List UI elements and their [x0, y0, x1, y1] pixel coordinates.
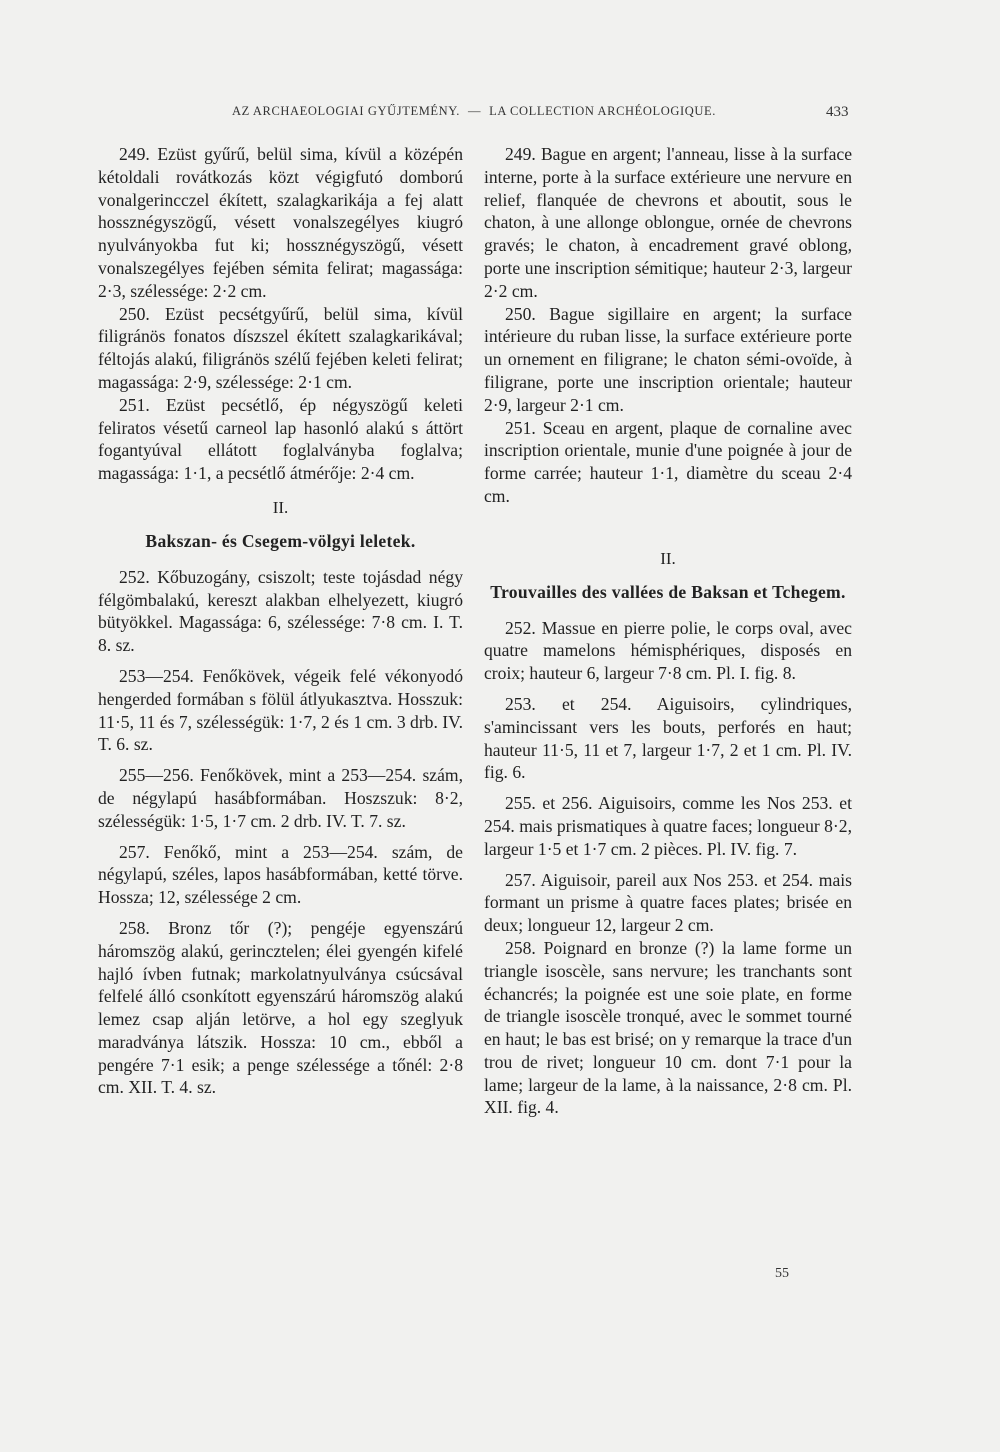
section-number-fr: II. — [660, 548, 676, 568]
header-hungarian-title: AZ ARCHAEOLOGIAI GYŰJTEMÉNY. — [232, 104, 461, 118]
entry-250-hu: 250. Ezüst pecsétgyűrű, belül sima, kívül filigránös fonatos díszszel ékített szalagkarikával; féltojás alakú, filigránös szélű fejében keleti felirat; magassága: 2·9, szélessége: 2·1 cm. — [98, 303, 463, 392]
entry-258-fr: 258. Poignard en bronze (?) la lame forme un triangle isoscèle, sans nervure; les tranchants sont échancrés; la poignée est une soie plate, en forme de triangle isoscèle tronqué, avec le sommet tourné en haut; le bas est brisé; on y remarque la trace d'un trou de rivet; longueur 10 cm. dont 7·1 pour la lame; largeur de la lame, à la naissance, 2·8 cm. Pl. XII. fig. 4. — [484, 937, 852, 1118]
entry-249-fr: 249. Bague en argent; l'anneau, lisse à la surface interne, porte à la surface extérieure une nervure en relief, flanquée de chevrons et aboutit, sous le chaton, à une allonge oblongue, ornée de chevrons gravés; le chaton, à encadrement gravé oblong, porte une inscription sémitique; hauteur 2·3, largeur 2·2 cm. — [484, 144, 852, 301]
entry-253-hu: 253—254. Fenőkövek, végeik felé vékonyodó hengerded formában s fölül átlyukasztva. Hosszuk: 11·5, 11 és 7, szélességük: 1·7, 2 és 1 cm. 3 drb. IV. T. 6. sz. — [98, 665, 463, 755]
entry-252-fr: 252. Massue en pierre polie, le corps oval, avec quatre mamelons hémisphériques, disposés en croix; hauteur 6, largeur 7·8 cm. Pl. I. fig. 8. — [484, 617, 852, 684]
french-column — [484, 143, 852, 1119]
entry-253-fr: 253. et 254. Aiguisoirs, cylindriques, s'amincissant vers les bouts, perforés en haut; hauteur 11·5, 11 et 7, largeur 1·7, 2 et 1 cm. Pl. IV. fig. 6. — [484, 693, 852, 783]
entry-249-hu: 249. Ezüst gyűrű, belül sima, kívül a középén kétoldali rovátkozás közt végigfutó domború vonalgerincczel ékített, szalagkarikája a fej alatt hossznégyszögű, vésett vonalszegélyes kiugró nyulványokba fut ki; hossznégyszögű, vésett vonalszegélyes fejében sémita felirat; magassága: 2·3, szélessége: 2·2 cm. — [98, 144, 463, 301]
entry-258-hu: 258. Bronz tőr (?); pengéje egyenszárú háromszög alakú, gerincztelen; élei gyengén kifelé hajló ívben futnak; markolatnyulványa csúcsával felfelé álló csonkított egyenszárú háromszög alakú lemez csap alján letörve, a hol egy szeglyuk maradványa látszik. Hossza: 10 cm., ebből a pengére 7·1 esik; a penge szélessége a tőnél: 2·8 cm. XII. T. 4. sz. — [98, 917, 463, 1098]
entry-255-fr: 255. et 256. Aiguisoirs, comme les Nos 253. et 254. mais prismatiques à quatre faces; longueur 8·2, largeur 1·5 et 1·7 cm. 2 pièces. Pl. IV. fig. 7. — [484, 793, 852, 859]
header-separator: — — [468, 104, 482, 118]
entry-255-hu: 255—256. Fenőkövek, mint a 253—254. szám, de négylapú hasábformában. Hoszszuk: 8·2, szélességük: 1·5, 1·7 cm. 2 drb. IV. T. 7. sz. — [98, 765, 463, 831]
signature-number: 55 — [775, 1266, 789, 1281]
header-french-title: LA COLLECTION ARCHÉOLOGIQUE. — [489, 104, 716, 118]
section-title-hu: Bakszan- és Csegem-völgyi leletek. — [145, 530, 416, 551]
running-header — [232, 104, 716, 119]
entry-250-fr: 250. Bague sigillaire en argent; la surface intérieure du ruban lisse, la surface extérieure porte un ornement en filigrane; le chaton sémi-ovoïde, à filigrane, porte une inscription orientale; hauteur 2·9, largeur 2·1 cm. — [484, 303, 852, 415]
entry-257-fr: 257. Aiguisoir, pareil aux Nos 253. et 254. mais formant un prisme à quatre faces plates; brisée en deux; longueur 12, largeur 2 cm. — [484, 869, 852, 936]
entry-252-hu: 252. Kőbuzogány, csiszolt; teste tojásdad négy félgömbalakú, kereszt alakban elhelyezett, kiugró bütyökkel. Magassága: 6, szélessége: 7·8 cm. I. T. 8. sz. — [98, 566, 463, 656]
section-title-fr: Trouvailles des vallées de Baksan et Tchegem. — [490, 581, 846, 602]
page-number: 433 — [826, 104, 849, 120]
section-number-hu: II. — [272, 497, 289, 517]
hungarian-column — [98, 143, 463, 1099]
entry-257-hu: 257. Fenőkő, mint a 253—254. szám, de négylapú, széles, lapos hasábformában, ketté törve. Hossza; 12, szélessége 2 cm. — [98, 841, 463, 908]
entry-251-hu: 251. Ezüst pecsétlő, ép négyszögű keleti feliratos vésetű carneol lap hasonló alakú s áttört fogantyúval ellátott foglalványba foglalva; magassága: 1·1, a pecsétlő átmérője: 2·4 cm. — [98, 394, 463, 484]
entry-251-fr: 251. Sceau en argent, plaque de cornaline avec inscription orientale, munie d'une poignée à jour de forme carrée; hauteur 1·1, diamètre du sceau 2·4 cm. — [484, 417, 852, 506]
